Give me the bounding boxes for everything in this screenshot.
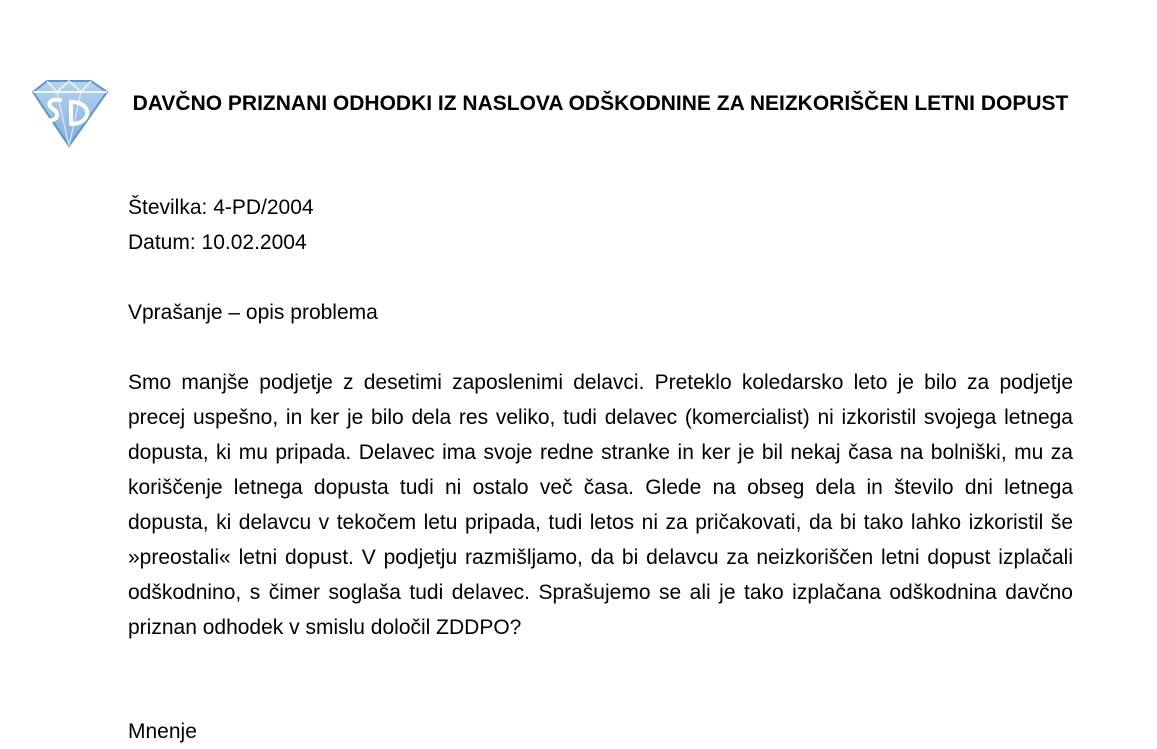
document-date: Datum: 10.02.2004 xyxy=(128,231,307,254)
document-meta xyxy=(128,190,314,260)
question-heading: Vprašanje – opis problema xyxy=(128,301,378,324)
question-body: Smo manjše podjetje z desetimi zaposlenimi delavci. Preteklo koledarsko leto je bilo za podjetje precej uspešno, in ker je bilo dela res veliko, tudi delavec (komercialist) ni izkoristil svojega letnega dopusta, ki mu pripada. Delavec ima svoje redne stranke in ker je bil nekaj časa na bolniški, mu za koriščenje letnega dopusta tudi ni ostalo več časa. Glede na obseg dela in število dni letnega dopusta, ki delavcu v tekočem letu pripada, tudi letos ni za pričakovati, da bi tako lahko izkoristil še »preostali« letni dopust. V podjetju razmišljamo, da bi delavcu za neizkoriščen letni dopust izplačali odškodnino, s čimer soglaša tudi delavec. Sprašujemo se ali je tako izplačana odškodnina davčno priznan odhodek v smislu določil ZDDPO? xyxy=(128,371,1073,639)
document-number: Številka: 4-PD/2004 xyxy=(128,196,314,219)
company-logo xyxy=(27,78,111,150)
opinion-heading: Mnenje xyxy=(128,720,197,743)
diamond-logo-icon xyxy=(27,78,111,150)
document-title: DAVČNO PRIZNANI ODHODKI IZ NASLOVA ODŠKODNINE ZA NEIZKORIŠČEN LETNI DOPUST xyxy=(132,92,1069,115)
